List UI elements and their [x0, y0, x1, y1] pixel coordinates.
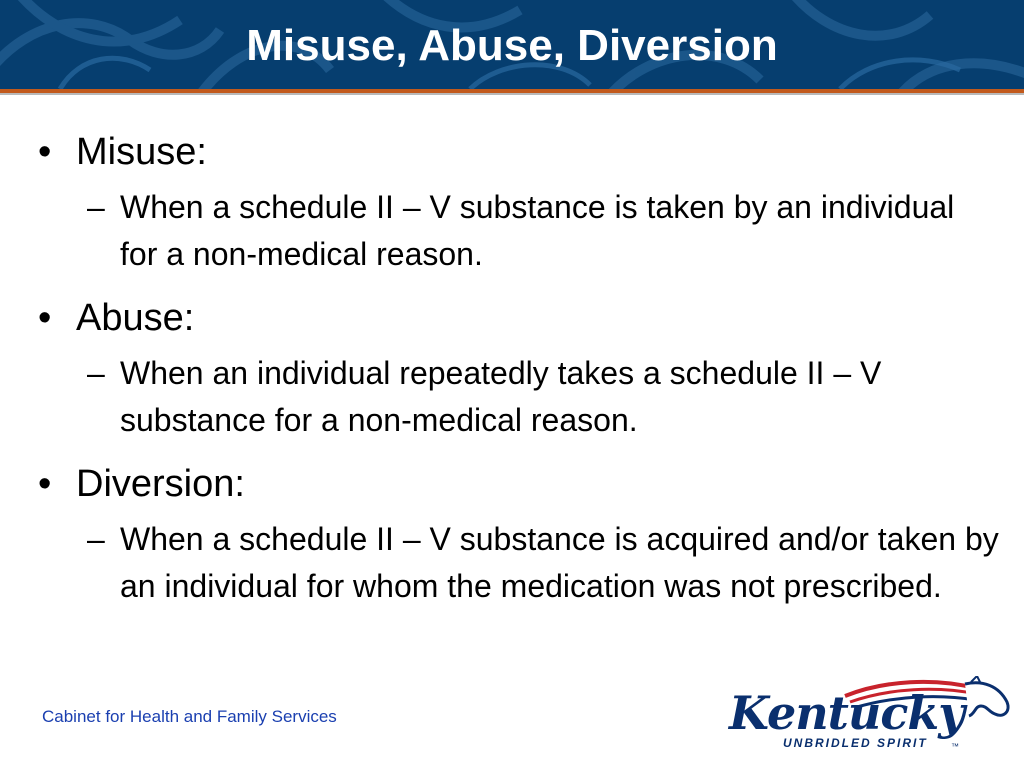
dash-icon: – [87, 189, 105, 225]
bullet-term: Abuse: [76, 297, 195, 339]
dash-icon: – [87, 521, 105, 557]
bullet-icon: • [38, 131, 52, 173]
dash-icon: – [87, 355, 105, 391]
logo-tagline: UNBRIDLED SPIRIT [783, 736, 928, 750]
kentucky-logo [725, 676, 1015, 760]
bullet-diversion [30, 458, 1000, 510]
logo-wordmark: Kentucky [729, 686, 964, 740]
slide-body [30, 126, 1000, 624]
logo-trademark: ™ [951, 742, 959, 751]
bullet-misuse [30, 126, 1000, 178]
sub-bullet-abuse-definition [30, 350, 1000, 444]
bullet-term: Misuse: [76, 131, 207, 173]
bullet-term: Diversion: [76, 463, 245, 505]
definition-text: When an individual repeatedly takes a schedule II – V substance for a non-medical reason. [120, 355, 882, 438]
bullet-icon: • [38, 297, 52, 339]
sub-bullet-diversion-definition [30, 516, 1000, 610]
bullet-icon: • [38, 463, 52, 505]
slide-title: Misuse, Abuse, Diversion [246, 21, 778, 70]
header-gray-rule [0, 93, 1024, 95]
definition-text: When a schedule II – V substance is acquired and/or taken by an individual for whom the medication was not prescribed. [120, 521, 999, 604]
sub-bullet-misuse-definition [30, 184, 1000, 278]
footer-organization: Cabinet for Health and Family Services [42, 707, 337, 726]
bullet-abuse [30, 292, 1000, 344]
definition-text: When a schedule II – V substance is taken by an individual for a non-medical reason. [120, 189, 955, 272]
